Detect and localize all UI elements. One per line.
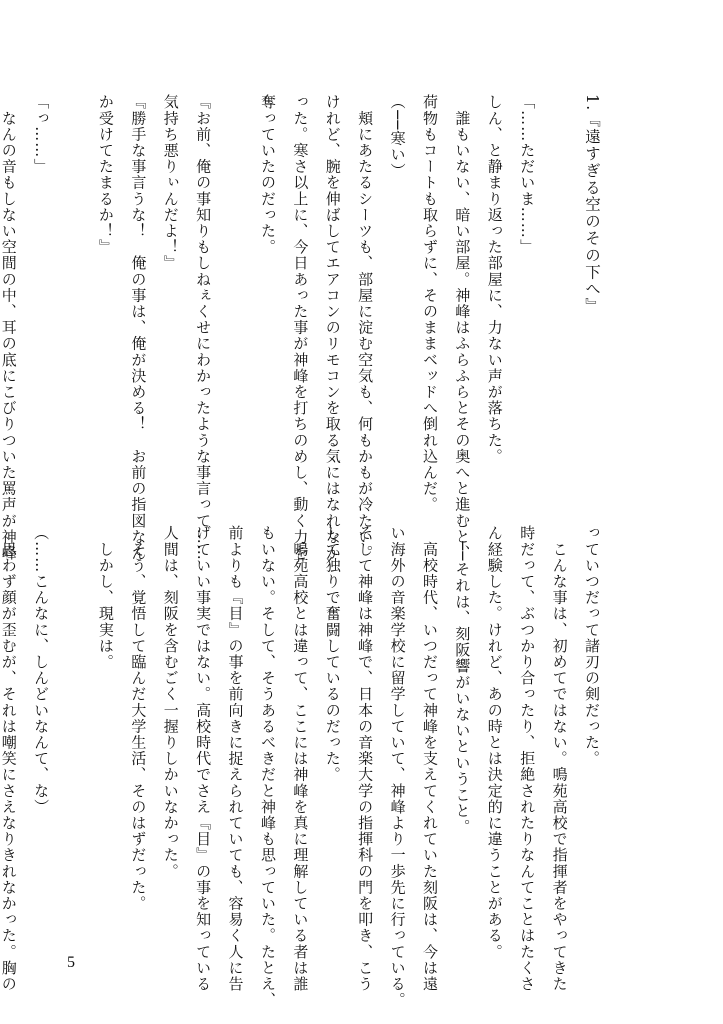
- lower-text-line: （……こんなに、しんどいなんて、な）: [32, 525, 51, 815]
- lower-text-line: ──それは、刻阪響がいないということ。: [453, 525, 472, 836]
- blank-line: [57, 525, 89, 925]
- upper-text-line: しん、と静まり返った部屋に、力ない声が落ちた。: [485, 94, 504, 465]
- blank-line: [57, 94, 89, 504]
- lower-text-line: 前よりも『目』の事を前向きに捉えられていても、容易く人に告: [226, 525, 245, 992]
- upper-text-line: けれど、腕を伸ばしてエアコンのリモコンを取る気にはなれなか: [323, 94, 342, 561]
- page-number: 5: [67, 954, 75, 971]
- upper-text-line: 「っ……」: [32, 94, 51, 175]
- lower-text-line: こんな事は、初めてではない。鳴苑高校で指揮者をやってきた: [550, 525, 569, 992]
- lower-text-line: して独りで奮闘しているのだった。: [323, 525, 342, 783]
- upper-text-line: 奪っていたのだった。: [258, 94, 277, 255]
- lower-text-line: そして神峰は神峰で、日本の音楽大学の指揮科の門を叩き、こう: [356, 525, 375, 992]
- lower-text-line: ん経験した。けれど、あの時とは決定的に違うことがある。: [485, 525, 504, 960]
- lower-text-line: もいない。そして、そうあるべきだと神峰も思っていた。たとえ、: [258, 525, 277, 1008]
- upper-text-line: 頬にあたるシーツも、部屋に淀む空気も、何もかもが冷たい。: [356, 94, 375, 561]
- upper-text-line: った。寒さ以上に、今日あった事が神峰を打ちのめし、動く力を: [291, 94, 310, 561]
- text-block-upper: [0, 94, 608, 561]
- text-block-lower: [0, 525, 608, 1008]
- lower-text-line: 思わず顔が歪むが、それは嘲笑にさえなりきれなかった。胸の: [0, 525, 18, 992]
- lower-text-line: 高校時代、いつだって神峰を支えてくれていた刻阪は、今は遠: [420, 525, 439, 992]
- blank-line: [543, 94, 575, 504]
- upper-text-line: なんの音もしない空間の中、耳の底にこびりついた罵声が神峰: [0, 94, 18, 561]
- lower-text-line: い海外の音楽学校に留学していて、神峰より一歩先に行っている。: [388, 525, 407, 1008]
- upper-text-line: 『勝手な事言うな！ 俺の事は、俺が決める！ お前の指図なん: [129, 94, 148, 561]
- lower-text-line: そう、覚悟して臨んだ大学生活、そのはずだった。: [129, 525, 148, 912]
- lower-text-line: 人間は、刻阪を含むごく一握りしかいなかった。: [161, 525, 180, 880]
- chapter-title: 1.『遠すぎる空のその下へ』: [583, 94, 601, 315]
- blank-line: [219, 94, 251, 504]
- upper-text-line: 『お前、俺の事知りもしねぇくせにわかったような事言って……: [194, 94, 213, 561]
- upper-text-line: 気持ち悪りぃんだよ！』: [161, 94, 180, 272]
- lower-text-line: 時だって、ぶつかり合ったり、拒絶されたりなんてことはたくさ: [518, 525, 537, 992]
- upper-text-line: 荷物もコートも取らずに、そのままベッドへ倒れ込んだ。: [420, 94, 439, 513]
- upper-text-line: （──寒い）: [388, 94, 407, 179]
- upper-text-line: 誰もいない、暗い部屋。神峰はふらふらとその奥へと進むと、: [453, 94, 472, 561]
- lower-text-line: しかし、現実は。: [96, 525, 115, 670]
- lower-text-line: 鳴苑高校とは違って、ここには神峰を真に理解している者は誰: [291, 525, 310, 992]
- lower-text-line: っていつだって諸刃の剣だった。: [583, 525, 601, 767]
- upper-text-line: 「……ただいま……」: [518, 94, 537, 255]
- lower-text-line: げていい事実ではない。高校時代でさえ『目』の事を知っている: [194, 525, 213, 992]
- upper-text-line: か受けてたまるか！』: [96, 94, 115, 255]
